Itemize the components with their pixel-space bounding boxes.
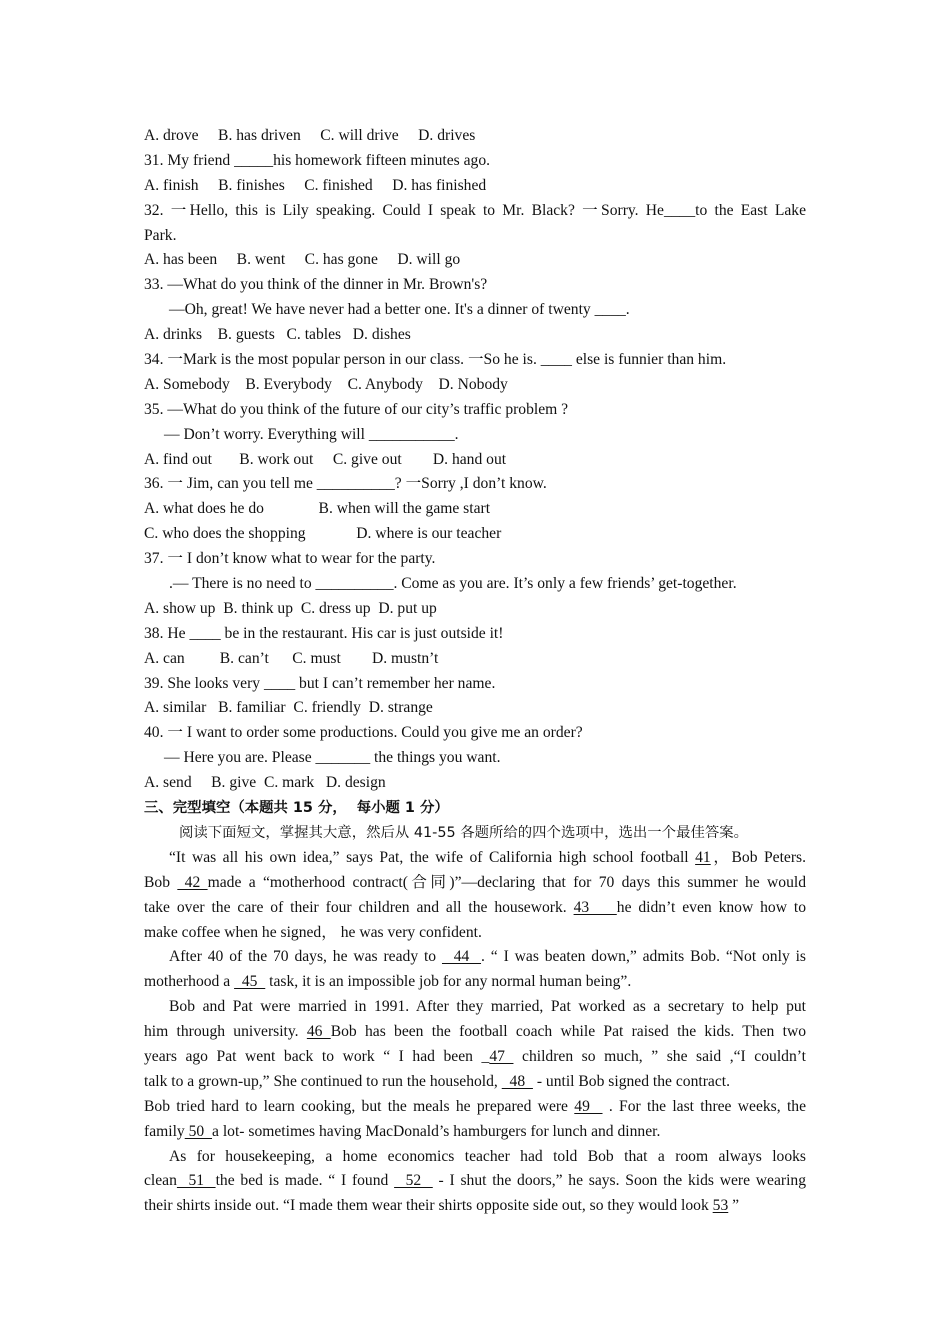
- passage-line: [144, 945, 806, 970]
- passage-text: “It was all his own idea,” says Pat, the wife of California high school football: [169, 848, 696, 866]
- question-line: A. send B. give C. mark D. design: [144, 774, 386, 792]
- question-line: —Oh, great! We have never had a better one. It's a dinner of twenty ____.: [169, 301, 630, 319]
- passage-line: [144, 970, 806, 995]
- passage-text: . “ I was beaten down,” admits Bob. “Not only is: [481, 948, 806, 966]
- answer-blank: 42: [177, 873, 208, 891]
- passage-line: [144, 1045, 806, 1070]
- answer-blank: 48: [501, 1072, 533, 1090]
- passage-text: Bob and Pat were married in 1991. After they married, Pat worked as a secretary to help put: [169, 998, 806, 1016]
- answer-blank: 47: [489, 1047, 514, 1065]
- passage-text: Bob: [144, 873, 178, 891]
- question-line: 32. 一Hello, this is Lily speaking. Could I speak to Mr. Black? 一Sorry. He____to the East Lake: [144, 201, 806, 219]
- question-line: 36. 一 Jim, can you tell me __________? 一Sorry ,I don’t know.: [144, 475, 547, 493]
- passage-line: [144, 995, 806, 1020]
- question-line: A. has been B. went C. has gone D. will go: [144, 251, 461, 269]
- question-line: C. who does the shopping D. where is our teacher: [144, 525, 502, 543]
- question-line: A. show up B. think up C. dress up D. put up: [144, 599, 437, 617]
- question-line: A. finish B. finishes C. finished D. has finished: [144, 176, 487, 194]
- question-line: Park.: [144, 226, 177, 244]
- passage-text: made a “motherhood contract(合同)”—declaring that for 70 days this summer he would: [207, 873, 806, 891]
- question-line: 34. 一Mark is the most popular person in our class. 一So he is. ____ else is funnier than him.: [144, 351, 727, 369]
- question-line: A. Somebody B. Everybody C. Anybody D. Nobody: [144, 375, 508, 393]
- passage-text: ，Bob Peters.: [710, 848, 806, 866]
- question-line: 35. —What do you think of the future of our city’s traffic problem ?: [144, 400, 569, 418]
- question-line: — Here you are. Please _______ the things you want.: [164, 749, 501, 767]
- answer-blank: 44: [441, 948, 482, 966]
- passage-text: Bob has been the football coach while Pat raised the kids. Then two: [330, 1023, 807, 1041]
- question-line: A. similar B. familiar C. friendly D. strange: [144, 699, 433, 717]
- multiple-choice-questions: [144, 124, 806, 796]
- passage-text: take over the care of their four children and all the housework.: [144, 898, 574, 916]
- question-line: A. can B. can’t C. must D. mustn’t: [144, 649, 439, 667]
- question-line: — Don’t worry. Everything will ___________.: [164, 425, 459, 443]
- passage-line: [144, 896, 806, 921]
- passage-line: [144, 1194, 806, 1219]
- answer-blank: 51: [176, 1172, 216, 1190]
- cloze-instruction: 阅读下面短文，掌握其大意，然后从 41-55 各题所给的四个选项中，选出一个最佳答案。: [179, 824, 749, 841]
- passage-text: family: [144, 1122, 185, 1140]
- question-line: 39. She looks very ____ but I can’t remember her name.: [144, 674, 496, 692]
- passage-text: ”: [728, 1197, 740, 1215]
- passage-text: talk to a grown-up,” She continued to run the household,: [144, 1072, 502, 1090]
- question-line: .— There is no need to __________. Come as you are. It’s only a few friends’ get-together.: [169, 575, 737, 593]
- answer-blank: 53: [712, 1197, 729, 1215]
- answer-blank: 43: [573, 898, 617, 916]
- passage-text: the bed is made. “ I found: [215, 1172, 395, 1190]
- passage-text: their shirts inside out. “I made them wear their shirts opposite side out, so they would look: [144, 1197, 713, 1215]
- passage-text: clean: [144, 1172, 177, 1190]
- passage-text: motherhood a: [144, 973, 235, 991]
- answer-blank: 45: [234, 973, 266, 991]
- question-line: A. find out B. work out C. give out D. hand out: [144, 450, 507, 468]
- passage-text: . For the last three weeks, the: [602, 1097, 807, 1115]
- question-line: 31. My friend _____his homework fifteen minutes ago.: [144, 151, 491, 169]
- passage-text: After 40 of the 70 days, he was ready to: [169, 948, 442, 966]
- passage-text: children so much, ” she said ,“I couldn’t: [513, 1047, 806, 1065]
- question-line: A. drove B. has driven C. will drive D. drives: [144, 127, 476, 144]
- passage-line: [144, 1120, 806, 1145]
- passage-text: As for housekeeping, a home economics teacher had told Bob that a room always looks: [169, 1147, 806, 1165]
- passage-text: a lot- sometimes having MacDonald’s hamburgers for lunch and dinner.: [212, 1122, 661, 1140]
- passage-line: [144, 871, 806, 896]
- passage-text: Bob tried hard to learn cooking, but the meals he prepared were: [144, 1097, 575, 1115]
- question-line: 37. 一 I don’t know what to wear for the party.: [144, 550, 436, 568]
- answer-blank: 41: [695, 848, 711, 866]
- passage-text: him through university.: [144, 1023, 307, 1041]
- passage-line: [144, 921, 806, 946]
- question-line: 33. —What do you think of the dinner in Mr. Brown's?: [144, 276, 488, 294]
- passage-text: task, it is an impossible job for any normal human being”.: [265, 973, 632, 991]
- document-page: [144, 124, 806, 1219]
- passage-line: [144, 846, 806, 871]
- answer-blank: 52: [394, 1172, 433, 1190]
- passage-text: make coffee when he signed， he was very confident.: [144, 923, 482, 941]
- passage-line: [144, 1020, 806, 1045]
- passage-text: years ago Pat went back to work “ I had been _: [144, 1047, 490, 1065]
- answer-blank: 50: [184, 1122, 213, 1140]
- answer-blank: 46: [306, 1023, 331, 1041]
- passage-line: [144, 1095, 806, 1120]
- passage-text: - until Bob signed the contract.: [532, 1072, 730, 1090]
- cloze-passage: [144, 846, 806, 1219]
- question-line: A. drinks B. guests C. tables D. dishes: [144, 326, 411, 344]
- passage-line: [144, 1169, 806, 1194]
- passage-text: he didn’t even know how to: [616, 898, 807, 916]
- answer-blank: 49: [574, 1097, 603, 1115]
- passage-text: - I shut the doors,” he says. Soon the kids were wearing: [432, 1172, 806, 1190]
- question-line: 38. He ____ be in the restaurant. His car is just outside it!: [144, 624, 504, 642]
- question-line: 40. 一 I want to order some productions. Could you give me an order?: [144, 724, 583, 742]
- section-heading: 三、完型填空（本题共 15 分， 每小题 1 分）: [144, 800, 449, 817]
- passage-line: [144, 1145, 806, 1170]
- question-line: A. what does he do B. when will the game start: [144, 500, 491, 518]
- passage-line: [144, 1070, 806, 1095]
